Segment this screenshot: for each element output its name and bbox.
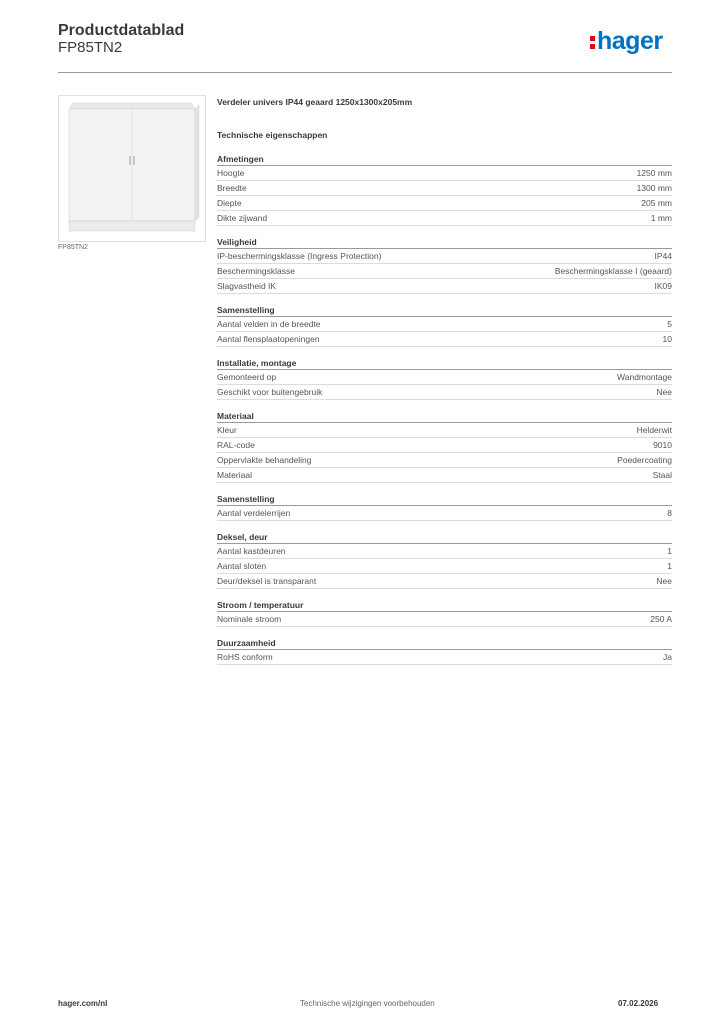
spec-row [217,453,672,468]
spec-section [217,493,672,521]
spec-label: Kleur [217,425,237,435]
cabinet-illustration-icon [59,96,205,241]
image-caption: FP85TN2 [58,244,88,251]
spec-label: Dikte zijwand [217,213,268,223]
spec-label: Beschermingsklasse [217,266,295,276]
spec-label: RoHS conform [217,652,273,662]
spec-row [217,196,672,211]
spec-row [217,279,672,294]
specifications-panel [217,96,672,675]
spec-row [217,468,672,483]
spec-section [217,599,672,627]
spec-label: Breedte [217,183,247,193]
spec-value: 9010 [653,440,672,450]
section-title: Stroom / temperatuur [217,599,672,612]
spec-label: Deur/deksel is transparant [217,576,317,586]
spec-row [217,332,672,347]
spec-label: RAL-code [217,440,255,450]
spec-row [217,438,672,453]
section-title: Afmetingen [217,153,672,166]
spec-value: Staal [652,470,672,480]
logo-text: hager [597,27,663,55]
spec-value: 10 [662,334,672,344]
spec-value: Nee [656,576,672,586]
spec-label: Aantal velden in de breedte [217,319,321,329]
spec-value: Helderwit [636,425,672,435]
spec-section [217,357,672,400]
spec-sections [217,153,672,665]
spec-value: 1300 mm [636,183,672,193]
spec-section [217,236,672,294]
spec-value: 205 mm [641,198,672,208]
product-name: Verdeler univers IP44 geaard 1250x1300x205mm [217,97,413,107]
spec-value: Poedercoating [617,455,672,465]
spec-label: Hoogte [217,168,245,178]
spec-row [217,544,672,559]
spec-value: IP44 [654,251,672,261]
spec-label: Aantal kastdeuren [217,546,286,556]
section-title: Samenstelling [217,493,672,506]
spec-value: 5 [667,319,672,329]
section-title: Duurzaamheid [217,637,672,650]
section-title: Veiligheid [217,236,672,249]
spec-label: Aantal sloten [217,561,267,571]
spec-row [217,385,672,400]
spec-value: Beschermingsklasse I (geaard) [554,266,672,276]
spec-value: Ja [663,652,672,662]
technical-properties-title: Technische eigenschappen [217,130,328,140]
product-image [58,95,206,242]
spec-row [217,506,672,521]
spec-row [217,370,672,385]
spec-label: Materiaal [217,470,252,480]
hager-logo [590,27,663,56]
spec-value: 8 [667,508,672,518]
spec-label: Gemonteerd op [217,372,277,382]
product-code: FP85TN2 [58,39,123,56]
spec-section [217,637,672,665]
spec-row [217,181,672,196]
spec-row [217,423,672,438]
spec-value: 1 mm [650,213,672,223]
spec-section [217,410,672,483]
spec-label: Nominale stroom [217,614,282,624]
spec-value: IK09 [654,281,672,291]
section-title: Samenstelling [217,304,672,317]
spec-label: IP-beschermingsklasse (Ingress Protection) [217,251,382,261]
spec-row [217,574,672,589]
spec-label: Aantal verdelerrijen [217,508,291,518]
footer-date: 07.02.2026 [618,999,659,1008]
spec-row [217,612,672,627]
spec-row [217,211,672,226]
spec-value: 250 A [650,614,672,624]
section-title: Deksel, deur [217,531,672,544]
page-title: Productdatablad [58,22,185,39]
logo-dots-icon [590,32,595,49]
spec-label: Geschikt voor buitengebruik [217,387,323,397]
spec-row [217,559,672,574]
spec-row [217,650,672,665]
header-divider [58,72,672,73]
footer-website: hager.com/nl [58,999,108,1008]
spec-label: Oppervlakte behandeling [217,455,312,465]
spec-label: Aantal flensplaatopeningen [217,334,320,344]
spec-row [217,249,672,264]
spec-value: 1 [667,546,672,556]
spec-value: Nee [656,387,672,397]
spec-row [217,166,672,181]
spec-value: Wandmontage [617,372,672,382]
section-title: Materiaal [217,410,672,423]
spec-label: Slagvastheid IK [217,281,277,291]
spec-row [217,264,672,279]
spec-section [217,304,672,347]
spec-section [217,531,672,589]
spec-section [217,153,672,226]
spec-value: 1 [667,561,672,571]
section-title: Installatie, montage [217,357,672,370]
spec-value: 1250 mm [636,168,672,178]
spec-row [217,317,672,332]
spec-label: Diepte [217,198,242,208]
footer-disclaimer: Technische wijzigingen voorbehouden [300,999,435,1008]
